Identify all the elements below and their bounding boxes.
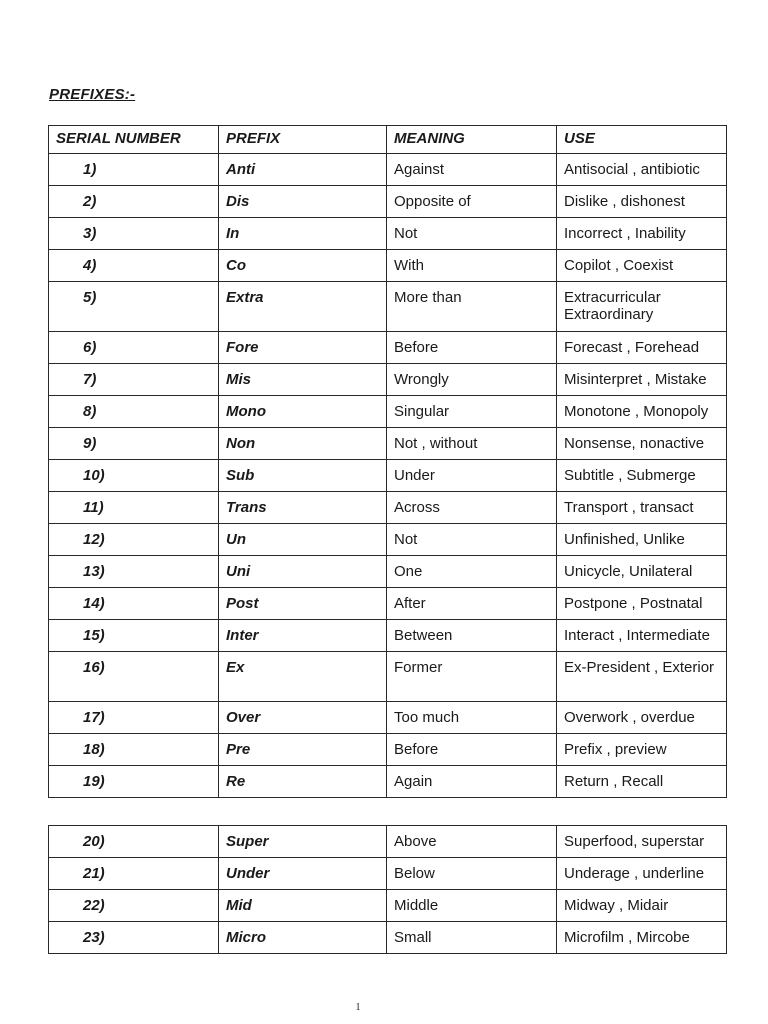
- prefix-cell: Un: [219, 524, 387, 556]
- table-row: [49, 826, 727, 858]
- use-cell: Unfinished, Unlike: [557, 524, 727, 556]
- page-title: PREFIXES:-: [49, 86, 136, 103]
- use-cell: Midway , Midair: [557, 890, 727, 922]
- meaning-cell: Again: [387, 766, 557, 798]
- prefix-cell: Co: [219, 250, 387, 282]
- use-cell: Postpone , Postnatal: [557, 588, 727, 620]
- serial-cell: 20): [49, 826, 219, 858]
- use-cell: Unicycle, Unilateral: [557, 556, 727, 588]
- prefix-cell: Mis: [219, 364, 387, 396]
- prefix-cell: Trans: [219, 492, 387, 524]
- meaning-cell: Before: [387, 332, 557, 364]
- serial-cell: 17): [49, 702, 219, 734]
- serial-cell: 1): [49, 154, 219, 186]
- serial-cell: 8): [49, 396, 219, 428]
- prefix-cell: Inter: [219, 620, 387, 652]
- prefix-cell: Under: [219, 858, 387, 890]
- prefix-table-continued: [48, 825, 727, 954]
- prefix-cell: Re: [219, 766, 387, 798]
- use-cell: Superfood, superstar: [557, 826, 727, 858]
- serial-cell: 21): [49, 858, 219, 890]
- use-cell: Copilot , Coexist: [557, 250, 727, 282]
- serial-cell: 14): [49, 588, 219, 620]
- table-row: [49, 396, 727, 428]
- meaning-cell: Small: [387, 922, 557, 954]
- prefix-cell: Over: [219, 702, 387, 734]
- serial-cell: 23): [49, 922, 219, 954]
- meaning-cell: Too much: [387, 702, 557, 734]
- table-row: [49, 734, 727, 766]
- prefix-cell: Uni: [219, 556, 387, 588]
- table-row: [49, 332, 727, 364]
- prefix-cell: Post: [219, 588, 387, 620]
- table-row: [49, 428, 727, 460]
- use-cell: Microfilm , Mircobe: [557, 922, 727, 954]
- serial-cell: 5): [49, 282, 219, 332]
- prefix-cell: Mono: [219, 396, 387, 428]
- prefix-cell: Fore: [219, 332, 387, 364]
- table-row: [49, 588, 727, 620]
- table-header-row: [49, 126, 727, 154]
- serial-cell: 11): [49, 492, 219, 524]
- use-cell: Incorrect , Inability: [557, 218, 727, 250]
- use-cell: Underage , underline: [557, 858, 727, 890]
- meaning-cell: One: [387, 556, 557, 588]
- meaning-cell: Singular: [387, 396, 557, 428]
- table-row: [49, 250, 727, 282]
- header-prefix: PREFIX: [219, 126, 387, 154]
- table-row: [49, 890, 727, 922]
- table-row: [49, 524, 727, 556]
- meaning-cell: Above: [387, 826, 557, 858]
- prefix-cell: Dis: [219, 186, 387, 218]
- prefix-table-main: [48, 125, 727, 798]
- use-cell: Subtitle , Submerge: [557, 460, 727, 492]
- serial-cell: 12): [49, 524, 219, 556]
- prefix-cell: Ex: [219, 652, 387, 702]
- use-cell: Transport , transact: [557, 492, 727, 524]
- meaning-cell: Between: [387, 620, 557, 652]
- meaning-cell: Against: [387, 154, 557, 186]
- prefix-cell: Sub: [219, 460, 387, 492]
- meaning-cell: With: [387, 250, 557, 282]
- serial-cell: 19): [49, 766, 219, 798]
- table-row: [49, 620, 727, 652]
- use-cell: Return , Recall: [557, 766, 727, 798]
- table-body-main: [49, 126, 727, 798]
- table-row: [49, 492, 727, 524]
- table-row: [49, 364, 727, 396]
- table-row: [49, 460, 727, 492]
- table-row: [49, 652, 727, 702]
- meaning-cell: Across: [387, 492, 557, 524]
- meaning-cell: Not , without: [387, 428, 557, 460]
- header-use: USE: [557, 126, 727, 154]
- meaning-cell: Opposite of: [387, 186, 557, 218]
- prefix-cell: Extra: [219, 282, 387, 332]
- meaning-cell: Before: [387, 734, 557, 766]
- prefix-cell: Micro: [219, 922, 387, 954]
- meaning-cell: Former: [387, 652, 557, 702]
- serial-cell: 10): [49, 460, 219, 492]
- use-cell: Forecast , Forehead: [557, 332, 727, 364]
- use-cell: Ex-President , Exterior: [557, 652, 727, 702]
- use-cell: Monotone , Monopoly: [557, 396, 727, 428]
- table-row: [49, 556, 727, 588]
- prefix-cell: Mid: [219, 890, 387, 922]
- meaning-cell: Not: [387, 218, 557, 250]
- serial-cell: 2): [49, 186, 219, 218]
- meaning-cell: Not: [387, 524, 557, 556]
- table-row: [49, 282, 727, 332]
- prefix-cell: Super: [219, 826, 387, 858]
- meaning-cell: Below: [387, 858, 557, 890]
- use-cell: Misinterpret , Mistake: [557, 364, 727, 396]
- prefix-cell: Anti: [219, 154, 387, 186]
- serial-cell: 4): [49, 250, 219, 282]
- table-row: [49, 186, 727, 218]
- use-cell: Overwork , overdue: [557, 702, 727, 734]
- prefix-cell: In: [219, 218, 387, 250]
- use-cell: Interact , Intermediate: [557, 620, 727, 652]
- table-row: [49, 154, 727, 186]
- serial-cell: 6): [49, 332, 219, 364]
- serial-cell: 18): [49, 734, 219, 766]
- table-row: [49, 702, 727, 734]
- serial-cell: 9): [49, 428, 219, 460]
- prefix-cell: Pre: [219, 734, 387, 766]
- table-row: [49, 922, 727, 954]
- page-number: 1: [355, 1002, 361, 1013]
- table-body-continued: [49, 826, 727, 954]
- use-cell: Extracurricular Extraordinary: [557, 282, 727, 332]
- meaning-cell: Wrongly: [387, 364, 557, 396]
- meaning-cell: Under: [387, 460, 557, 492]
- prefix-cell: Non: [219, 428, 387, 460]
- serial-cell: 15): [49, 620, 219, 652]
- serial-cell: 16): [49, 652, 219, 702]
- use-cell: Nonsense, nonactive: [557, 428, 727, 460]
- use-cell: Prefix , preview: [557, 734, 727, 766]
- meaning-cell: Middle: [387, 890, 557, 922]
- use-cell: Dislike , dishonest: [557, 186, 727, 218]
- use-cell: Antisocial , antibiotic: [557, 154, 727, 186]
- meaning-cell: More than: [387, 282, 557, 332]
- header-serial: SERIAL NUMBER: [49, 126, 219, 154]
- table-row: [49, 858, 727, 890]
- serial-cell: 13): [49, 556, 219, 588]
- serial-cell: 7): [49, 364, 219, 396]
- meaning-cell: After: [387, 588, 557, 620]
- header-meaning: MEANING: [387, 126, 557, 154]
- serial-cell: 22): [49, 890, 219, 922]
- table-row: [49, 766, 727, 798]
- table-row: [49, 218, 727, 250]
- serial-cell: 3): [49, 218, 219, 250]
